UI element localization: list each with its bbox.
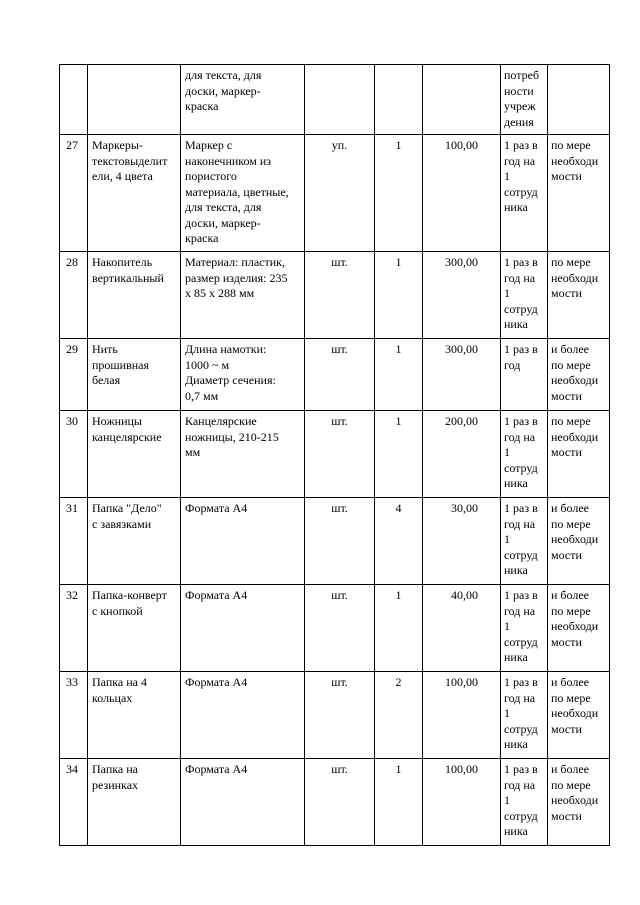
cell-number: 27	[60, 135, 88, 252]
cell-price: 200,00	[423, 411, 501, 498]
cell-name: Ножницы канцелярские	[88, 411, 181, 498]
table-row	[60, 411, 610, 498]
cell-unit	[305, 65, 375, 135]
cell-name: Папка на резинках	[88, 759, 181, 846]
cell-name: Маркеры- текстовыделит ели, 4 цвета	[88, 135, 181, 252]
cell-quantity: 2	[375, 672, 423, 759]
cell-price: 300,00	[423, 339, 501, 411]
cell-price: 100,00	[423, 672, 501, 759]
cell-name	[88, 65, 181, 135]
cell-number	[60, 65, 88, 135]
cell-quantity: 1	[375, 252, 423, 339]
cell-period: 1 раз в год на 1 сотруд ника	[501, 585, 548, 672]
cell-number: 28	[60, 252, 88, 339]
cell-name: Папка-конверт с кнопкой	[88, 585, 181, 672]
cell-unit: шт.	[305, 252, 375, 339]
cell-number: 34	[60, 759, 88, 846]
cell-number: 32	[60, 585, 88, 672]
cell-description: для текста, для доски, маркер- краска	[181, 65, 305, 135]
cell-unit: уп.	[305, 135, 375, 252]
cell-name: Папка на 4 кольцах	[88, 672, 181, 759]
cell-price: 100,00	[423, 135, 501, 252]
cell-note: по мере необходи мости	[548, 411, 610, 498]
cell-unit: шт.	[305, 759, 375, 846]
cell-note: и более по мере необходи мости	[548, 759, 610, 846]
cell-name: Нить прошивная белая	[88, 339, 181, 411]
supplies-table	[59, 64, 610, 846]
cell-unit: шт.	[305, 339, 375, 411]
cell-description: Формата А4	[181, 498, 305, 585]
table-row	[60, 135, 610, 252]
cell-number: 29	[60, 339, 88, 411]
cell-quantity	[375, 65, 423, 135]
cell-description: Длина намотки: 1000 ~ м Диаметр сечения: 0,7 мм	[181, 339, 305, 411]
cell-note: и более по мере необходи мости	[548, 498, 610, 585]
table-row	[60, 672, 610, 759]
cell-period: 1 раз в год на 1 сотруд ника	[501, 252, 548, 339]
cell-unit: шт.	[305, 411, 375, 498]
cell-quantity: 1	[375, 759, 423, 846]
cell-quantity: 1	[375, 135, 423, 252]
cell-note: и более по мере необходи мости	[548, 672, 610, 759]
cell-period: 1 раз в год на 1 сотруд ника	[501, 411, 548, 498]
cell-description: Формата А4	[181, 672, 305, 759]
cell-description: Материал: пластик, размер изделия: 235 х 85 х 288 мм	[181, 252, 305, 339]
cell-number: 31	[60, 498, 88, 585]
cell-price: 300,00	[423, 252, 501, 339]
cell-name: Папка "Дело" с завязками	[88, 498, 181, 585]
cell-unit: шт.	[305, 585, 375, 672]
table-body	[60, 65, 610, 846]
cell-description: Маркер с наконечником из пористого материала, цветные, для текста, для доски, маркер- краска	[181, 135, 305, 252]
table-row	[60, 759, 610, 846]
cell-description: Канцелярские ножницы, 210-215 мм	[181, 411, 305, 498]
table-row	[60, 252, 610, 339]
table-row	[60, 339, 610, 411]
cell-note	[548, 65, 610, 135]
cell-description: Формата А4	[181, 759, 305, 846]
cell-period: 1 раз в год на 1 сотруд ника	[501, 672, 548, 759]
cell-name: Накопитель вертикальный	[88, 252, 181, 339]
cell-number: 33	[60, 672, 88, 759]
cell-price: 30,00	[423, 498, 501, 585]
cell-period: потреб ности учреж дения	[501, 65, 548, 135]
cell-period: 1 раз в год	[501, 339, 548, 411]
cell-quantity: 1	[375, 339, 423, 411]
cell-period: 1 раз в год на 1 сотруд ника	[501, 759, 548, 846]
cell-period: 1 раз в год на 1 сотруд ника	[501, 498, 548, 585]
cell-note: и более по мере необходи мости	[548, 339, 610, 411]
cell-number: 30	[60, 411, 88, 498]
cell-quantity: 1	[375, 411, 423, 498]
cell-note: по мере необходи мости	[548, 135, 610, 252]
cell-description: Формата А4	[181, 585, 305, 672]
table-row	[60, 65, 610, 135]
cell-period: 1 раз в год на 1 сотруд ника	[501, 135, 548, 252]
cell-price: 40,00	[423, 585, 501, 672]
table-row	[60, 498, 610, 585]
cell-price	[423, 65, 501, 135]
cell-note: и более по мере необходи мости	[548, 585, 610, 672]
cell-note: по мере необходи мости	[548, 252, 610, 339]
cell-quantity: 1	[375, 585, 423, 672]
cell-unit: шт.	[305, 498, 375, 585]
cell-price: 100,00	[423, 759, 501, 846]
cell-unit: шт.	[305, 672, 375, 759]
table-row	[60, 585, 610, 672]
cell-quantity: 4	[375, 498, 423, 585]
